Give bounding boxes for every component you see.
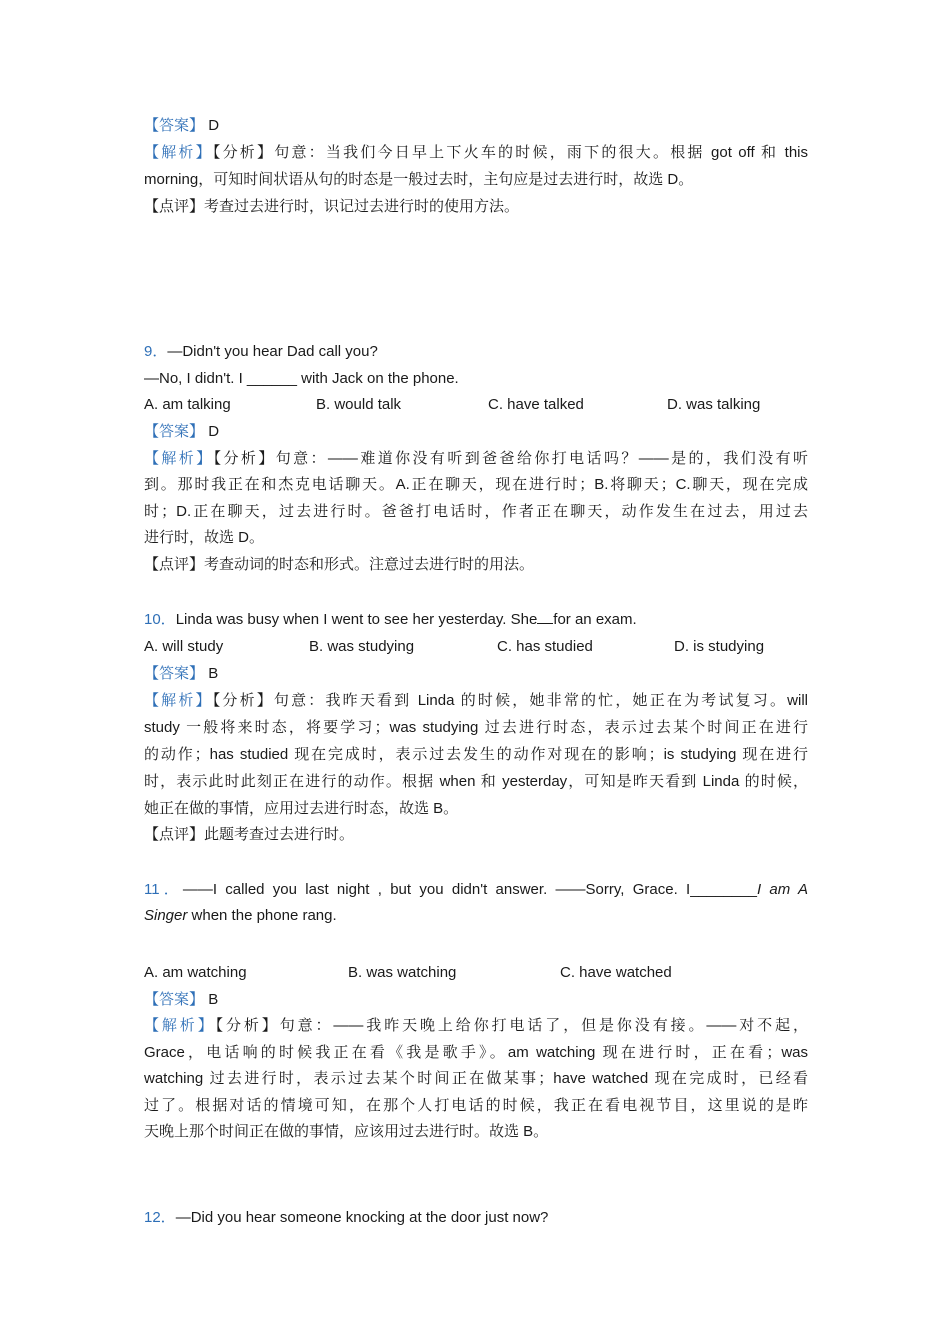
q8-comment: 【点评】考查过去进行时，识记过去进行时的使用方法。 xyxy=(144,198,520,215)
q12-stem-line-1 xyxy=(144,1205,808,1232)
q11-answer-line xyxy=(144,987,808,1014)
q10-options xyxy=(144,634,808,661)
option-b: B. would talk xyxy=(316,396,402,413)
q10-analysis-line-5: 她正在做的事情，应用过去进行时态，故选 B。 xyxy=(144,800,459,817)
analysis-text: 【分析】句意：——我昨天晚上给你打电话了，但是你没有接。——对不起， xyxy=(215,1017,808,1034)
q11-stem-line-1 xyxy=(144,877,808,904)
q10-stem xyxy=(144,607,808,634)
analysis-text: 【分析】句意：我昨天看到 Linda 的时候，她非常的忙，她正在为考试复习。will xyxy=(212,692,808,709)
q11-stem-line-2 xyxy=(144,903,808,930)
q10-answer-line xyxy=(144,661,808,688)
answer-value: D xyxy=(208,117,220,134)
q10-analysis-line-3: 的动作；has studied 现在完成时，表示过去发生的动作对现在的影响；is studying 现在进行 xyxy=(144,746,808,763)
analysis-tag: 【解析】 xyxy=(144,1017,216,1034)
option-c: C. have watched xyxy=(560,964,672,981)
q10-analysis-line-2: study 一般将来时态，将要学习；was studying 过去进行时态，表示过去某个时间正在进行 xyxy=(144,719,808,736)
q11-analysis-line-2: Grace，电话响的时候我正在看《我是歌手》。am watching 现在进行时，正在看；was xyxy=(144,1044,808,1061)
answer-value: B xyxy=(208,991,219,1008)
question-number: 9． xyxy=(144,343,168,360)
q9-comment: 【点评】考查动词的时态和形式。注意过去进行时的用法。 xyxy=(144,556,535,573)
q11-analysis-line-5: 天晚上那个时间正在做的事情，应该用过去进行时。故选 B。 xyxy=(144,1123,549,1140)
analysis-text: 【分析】句意：——难道你没有听到爸爸给你打电话吗？——是的，我们没有听 xyxy=(213,450,808,467)
option-b: B. was studying xyxy=(309,638,415,655)
answer-value: B xyxy=(208,665,219,682)
q9-analysis-line-2: 到。那时我正在和杰克电话聊天。A.正在聊天，现在进行时；B.将聊天；C.聊天，现在完成 xyxy=(144,476,808,493)
q9-answer-line xyxy=(144,419,808,446)
q10-analysis-line-4: 时，表示此时此刻正在进行的动作。根据 when 和 yesterday，可知是昨天看到 Linda 的时候， xyxy=(144,773,808,790)
question-stem-rest: when the phone rang. xyxy=(187,907,337,924)
option-c: C. has studied xyxy=(497,638,593,655)
q9-options xyxy=(144,392,808,419)
question-number: 10． xyxy=(144,611,176,628)
q9-stem-line-1 xyxy=(144,339,808,366)
analysis-tag: 【解析】 xyxy=(144,692,213,709)
answer-tag: 【答案】 xyxy=(144,423,205,440)
option-d: D. is studying xyxy=(674,638,765,655)
answer-tag: 【答案】 xyxy=(144,991,205,1008)
answer-value: D xyxy=(208,423,220,440)
answer-blank xyxy=(537,608,553,624)
q11-analysis-line-4: 过了。根据对话的情境可知，在那个人打电话的时候，我正在看电视节目，这里说的是昨 xyxy=(144,1097,808,1114)
analysis-tag: 【解析】 xyxy=(144,144,213,161)
q9-analysis-line-3: 时；D.正在聊天，过去进行时。爸爸打电话时，作者正在聊天，动作发生在过去，用过去 xyxy=(144,503,808,520)
q11-analysis-line-1 xyxy=(144,1013,808,1040)
question-stem-part-2: for an exam. xyxy=(553,611,637,628)
q8-answer-line xyxy=(144,113,808,140)
q8-analysis-line-2: morning，可知时间状语从句的时态是一般过去时，主句应是过去进行时，故选 D。 xyxy=(144,171,694,188)
q9-analysis-line-1 xyxy=(144,446,808,473)
option-a: A. am watching xyxy=(144,964,247,981)
question-stem: ——I called you last night , but you didn't answer. ——Sorry, Grace. I________ xyxy=(182,881,757,898)
q10-analysis-line-1 xyxy=(144,688,808,715)
q11-options xyxy=(144,960,808,987)
option-b: B. was watching xyxy=(348,964,457,981)
question-number: 12． xyxy=(144,1209,176,1226)
answer-tag: 【答案】 xyxy=(144,117,205,134)
analysis-tag: 【解析】 xyxy=(144,450,214,467)
title-italic-part-1: I am A xyxy=(756,881,809,898)
q10-comment: 【点评】此题考查过去进行时。 xyxy=(144,826,355,843)
q8-analysis-line-1 xyxy=(144,140,808,167)
question-number: 11． xyxy=(144,881,183,898)
analysis-text: 【分析】句意：当我们今日早上下火车的时候，雨下的很大。根据 got off 和 this xyxy=(212,144,808,161)
question-stem: —Did you hear someone knocking at the door just now? xyxy=(175,1209,549,1226)
option-d: D. was talking xyxy=(667,396,761,413)
option-a: A. am talking xyxy=(144,396,231,413)
q11-analysis-line-3: watching 过去进行时，表示过去某个时间正在做某事；have watched 现在完成时，已经看 xyxy=(144,1070,808,1087)
option-c: C. have talked xyxy=(488,396,584,413)
q9-stem-line-2: —No, I didn't. I ______ with Jack on the phone. xyxy=(144,370,459,387)
answer-tag: 【答案】 xyxy=(144,665,205,682)
question-stem: —Didn't you hear Dad call you? xyxy=(167,343,378,360)
option-a: A. will study xyxy=(144,638,224,655)
question-stem-part-1: Linda was busy when I went to see her yesterday. She xyxy=(175,611,538,628)
q9-analysis-line-4: 进行时，故选 D。 xyxy=(144,529,265,546)
title-italic-part-2: Singer xyxy=(144,907,188,924)
